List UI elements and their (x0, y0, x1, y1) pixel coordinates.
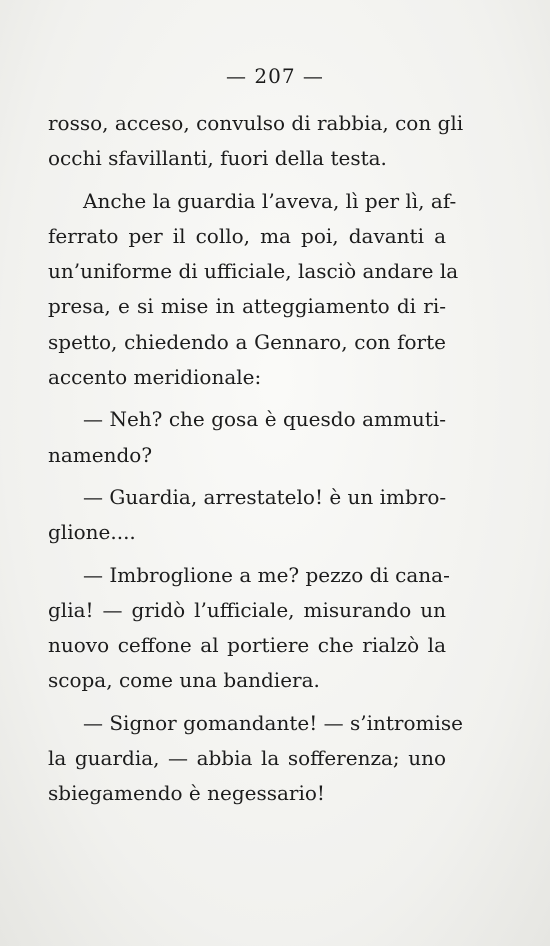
paragraph-start-line: Anche la guardia l’aveva, lì per lì, af- (83, 188, 457, 213)
text-line: presa, e si mise in atteggiamento di ri- (48, 294, 446, 319)
page-number: — 207 — (226, 64, 324, 88)
text-line: un’uniforme di ufficiale, lasciò andare la (48, 259, 459, 284)
text-line: sbiegamendo è negessario! (48, 781, 325, 806)
text-line: ferrato per il collo, ma poi, davanti a (48, 223, 446, 248)
dialogue-line: — Guardia, arrestatelo! è un imbro- (83, 484, 447, 509)
dialogue-line: — Signor gomandante! — s’intromise (83, 710, 463, 735)
text-line: glione.... (48, 520, 136, 545)
text-line: accento meridionale: (48, 365, 262, 390)
text-line: nuovo ceffone al portiere che rialzò la (48, 633, 446, 658)
text-line: rosso, acceso, convulso di rabbia, con gli (48, 111, 464, 135)
text-line: scopa, come una bandiera. (48, 668, 320, 693)
text-line: glia! — gridò l’ufficiale, misurando un (48, 597, 446, 622)
dialogue-line: — Imbroglione a me? pezzo di cana- (83, 562, 450, 587)
text-line: la guardia, — abbia la sofferenza; uno (48, 746, 446, 771)
text-line: namendo? (48, 442, 153, 467)
text-line: occhi sfavillanti, fuori della testa. (48, 146, 387, 171)
text-line: spetto, chiedendo a Gennaro, con forte (48, 329, 446, 354)
dialogue-line: — Neh? che gosa è quesdo ammuti- (83, 407, 446, 432)
body-text (48, 106, 464, 812)
